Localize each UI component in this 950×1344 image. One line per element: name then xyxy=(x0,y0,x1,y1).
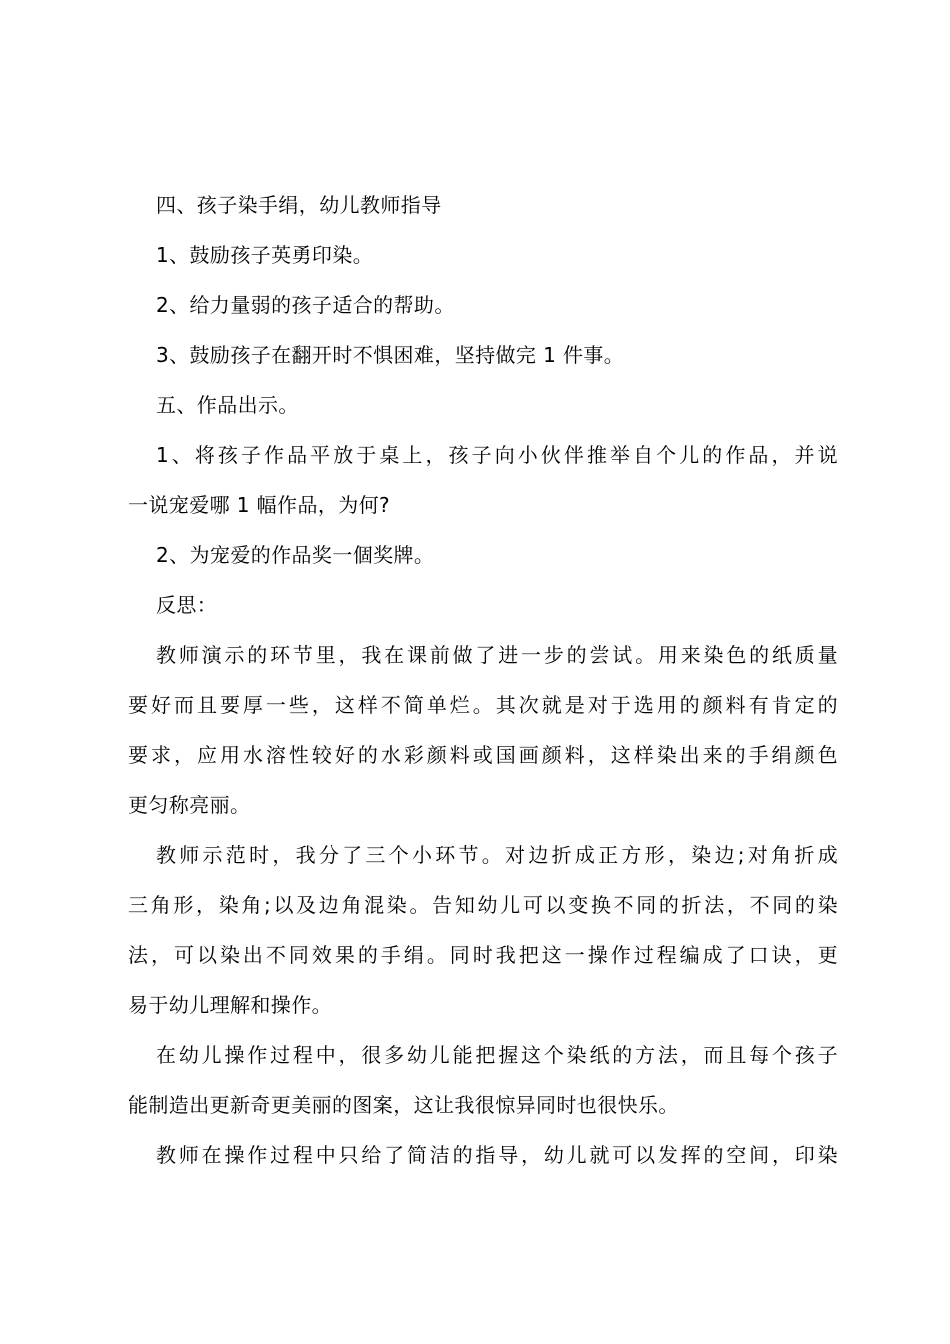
paragraph-line: 法，可以染出不同效果的手绢。同时我把这一操作过程编成了口诀，更 xyxy=(128,943,838,967)
paragraph-line: 教师示范时，我分了三个小环节。对边折成正方形，染边;对角折成 xyxy=(156,843,838,867)
paragraph-line: 三角形，染角;以及边角混染。告知幼儿可以变换不同的折法，不同的染 xyxy=(128,893,838,917)
paragraph-line: 更匀称亮丽。 xyxy=(128,793,251,817)
list-item-1: 1、鼓励孩子英勇印染。 xyxy=(156,243,374,267)
paragraph-line: 1、将孩子作品平放于桌上，孩子向小伙伴推举自个儿的作品，并说 xyxy=(156,443,838,467)
reflection-heading: 反思： xyxy=(156,593,218,617)
paragraph-line: 一说宠爱哪 1 幅作品，为何? xyxy=(128,493,391,517)
paragraph-line: 教师在操作过程中只给了简洁的指导，幼儿就可以发挥的空间，印染 xyxy=(156,1143,838,1167)
paragraph-line: 易于幼儿理解和操作。 xyxy=(128,993,332,1017)
list-item: 2、为宠爱的作品奖一個奖牌。 xyxy=(156,543,435,567)
list-item-2: 2、给力量弱的孩子适合的帮助。 xyxy=(156,293,455,317)
paragraph-line: 要好而且要厚一些，这样不简单烂。其次就是对于选用的颜料有肯定的 xyxy=(128,693,838,717)
document-body xyxy=(128,180,838,1180)
section-heading-4: 四、孩子染手绢，幼儿教师指导 xyxy=(156,193,442,217)
paragraph-line: 在幼儿操作过程中，很多幼儿能把握这个染纸的方法，而且每个孩子 xyxy=(156,1043,838,1067)
paragraph-line: 教师演示的环节里，我在课前做了进一步的尝试。用来染色的纸质量 xyxy=(156,643,838,667)
section-heading-5: 五、作品出示。 xyxy=(156,393,299,417)
list-item-3: 3、鼓励孩子在翻开时不惧困难，坚持做完 1 件事。 xyxy=(156,343,625,367)
paragraph-line: 能制造出更新奇更美丽的图案，这让我很惊异同时也很快乐。 xyxy=(128,1093,679,1117)
paragraph-line: 要求，应用水溶性较好的水彩颜料或国画颜料，这样染出来的手绢颜色 xyxy=(128,743,838,767)
